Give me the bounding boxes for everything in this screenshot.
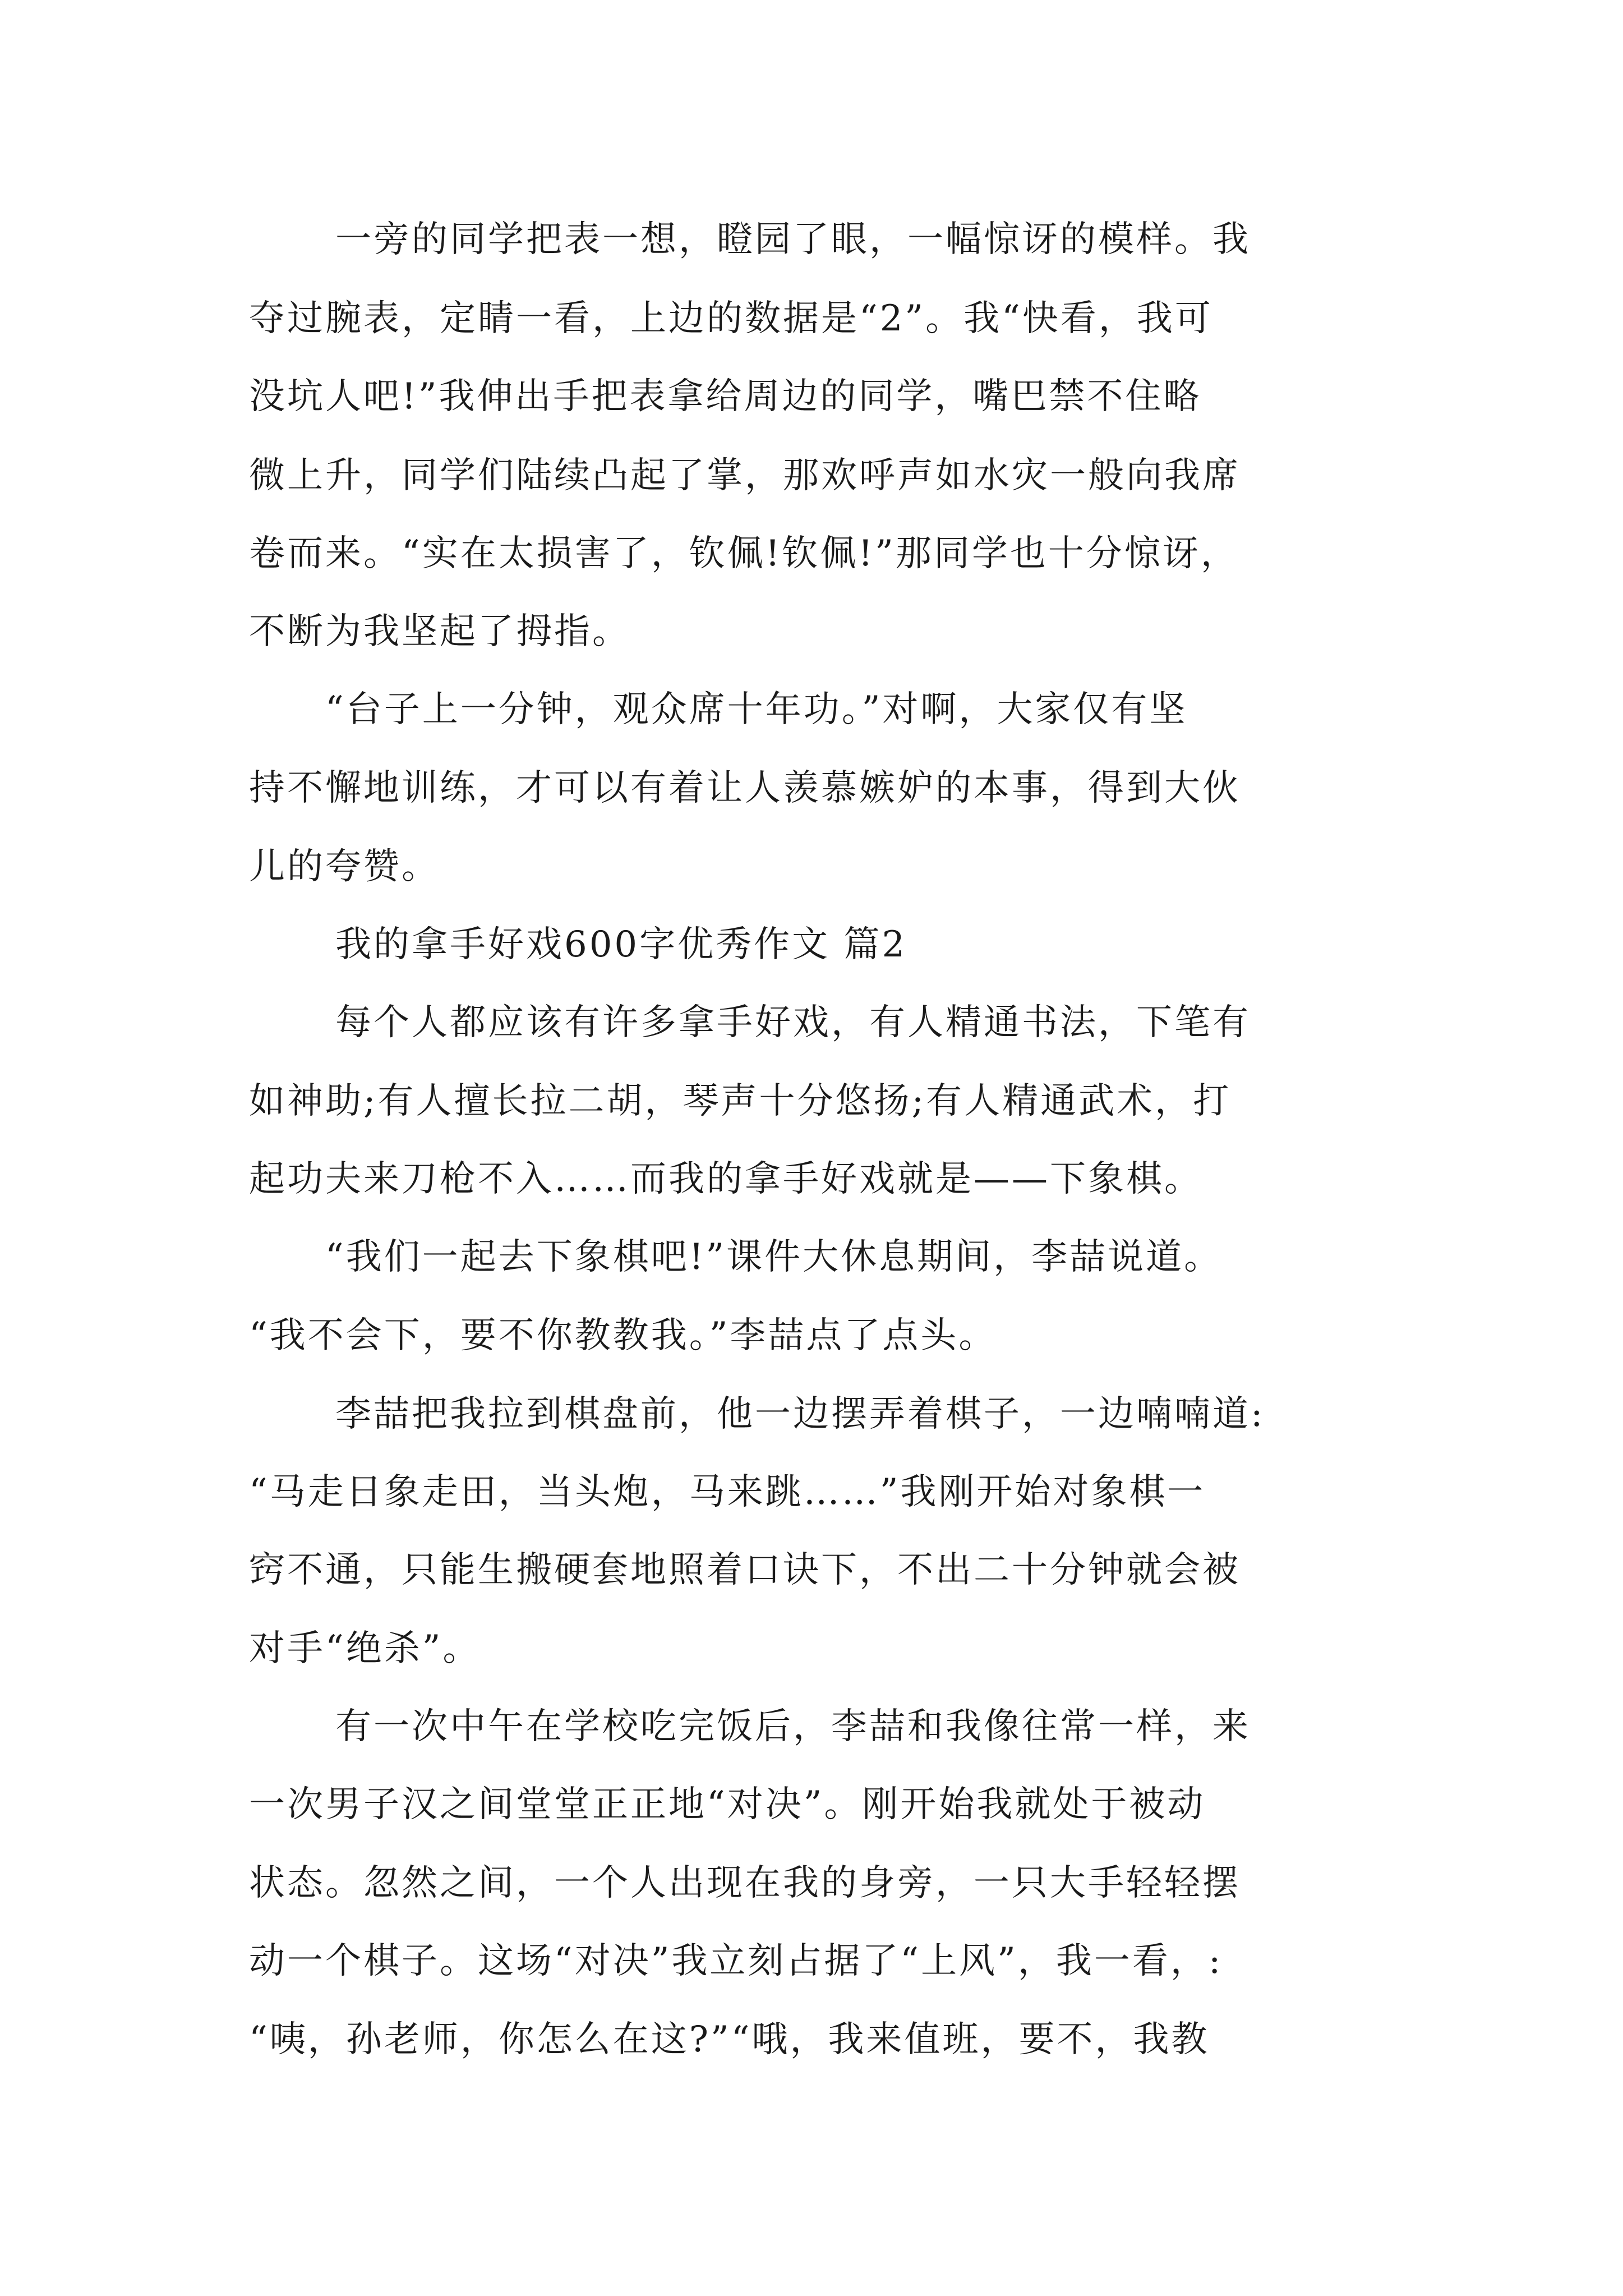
text-line: 不断为我坚起了拇指。 [249, 611, 630, 652]
text-line: 夺过腕表，定睛一看，上边的数据是“2”。我“快看，我可 [249, 298, 1213, 339]
text-line: 对手“绝杀”。 [249, 1628, 481, 1669]
section-heading: 我的拿手好戏600字优秀作文 篇2 [335, 924, 907, 965]
text-line: 儿的夸赞。 [249, 846, 440, 887]
text-line: 状态。忽然之间，一个人出现在我的身旁，一只大手轻轻摆 [249, 1862, 1241, 1904]
text-line: “我们一起去下象棋吧!”课件大休息期间，李喆说道。 [325, 1236, 1223, 1278]
text-line: 卷而来。“实在太损害了，钦佩!钦佩!”那同学也十分惊讶， [249, 533, 1239, 574]
text-line: 每个人都应该有许多拿手好戏，有人精通书法，下笔有 [335, 1002, 1251, 1043]
text-line: 窍不通，只能生搬硬套地照着口诀下，不出二十分钟就会被 [249, 1549, 1241, 1591]
text-line: 动一个棋子。这场“对决”我立刻占据了“上风”，我一看，: [249, 1940, 1223, 1982]
text-line: 没坑人吧!”我伸出手把表拿给周边的同学，嘴巴禁不住略 [249, 376, 1202, 417]
text-line: “台子上一分钟，观众席十年功。”对啊，大家仅有坚 [325, 689, 1188, 730]
text-line: 持不懈地训练，才可以有着让人羡慕嫉妒的本事，得到大伙 [249, 767, 1241, 809]
text-line: 李喆把我拉到棋盘前，他一边摆弄着棋子，一边喃喃道: [335, 1393, 1265, 1435]
text-line: “马走日象走田，当头炮，马来跳……”我刚开始对象棋一 [249, 1471, 1206, 1513]
text-line: 一旁的同学把表一想，瞪园了眼，一幅惊讶的模样。我 [335, 219, 1251, 260]
text-line: “咦，孙老师，你怎么在这?”“哦，我来值班，要不，我教 [249, 2019, 1210, 2060]
text-line: 有一次中午在学校吃完饭后，李喆和我像往常一样，来 [335, 1706, 1251, 1747]
text-line: 如神助;有人擅长拉二胡，琴声十分悠扬;有人精通武术，打 [249, 1080, 1232, 1122]
text-line: 一次男子汉之间堂堂正正地“对决”。刚开始我就处于被动 [249, 1784, 1206, 1825]
text-line: 微上升，同学们陆续凸起了掌，那欢呼声如水灾一般向我席 [249, 455, 1241, 496]
text-line: 起功夫来刀枪不入……而我的拿手好戏就是——下象棋。 [249, 1158, 1202, 1200]
text-line: “我不会下，要不你教教我。”李喆点了点头。 [249, 1315, 997, 1356]
